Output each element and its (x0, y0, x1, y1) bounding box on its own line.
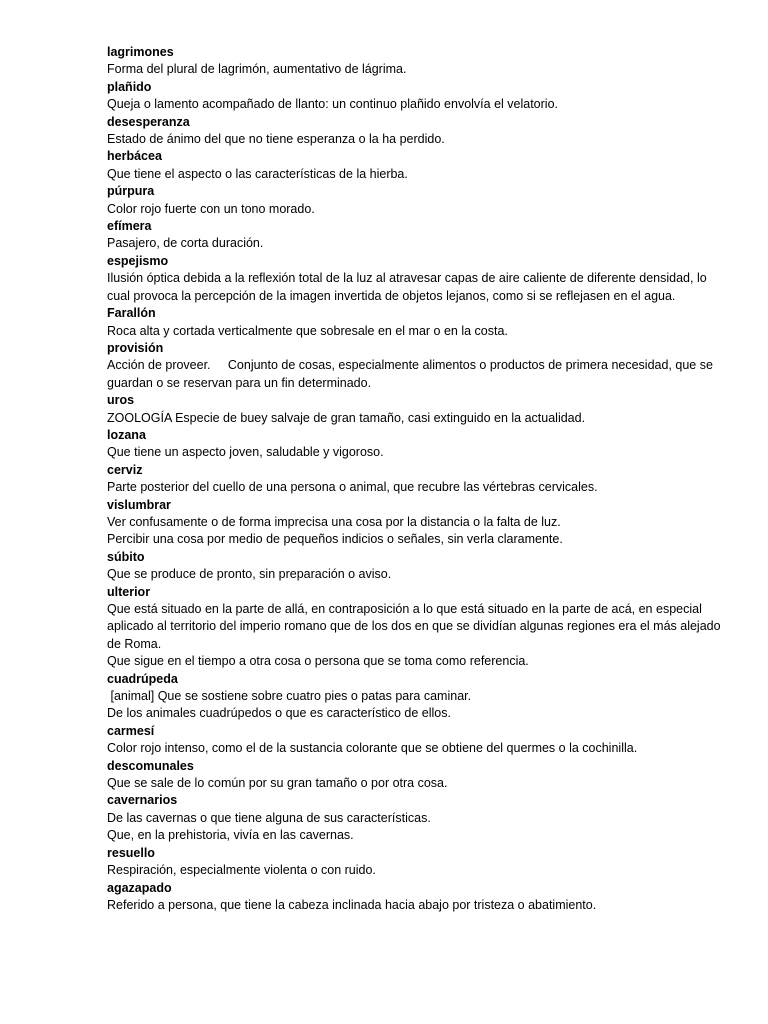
entry-definition: Que se sale de lo común por su gran tamaño o por otra cosa. (107, 776, 448, 791)
entry-definition: Color rojo intenso, como el de la sustancia colorante que se obtiene del quermes o la cochinilla. (107, 741, 638, 756)
entry-definition: Que sigue en el tiempo a otra cosa o persona que se toma como referencia. (107, 654, 529, 669)
entry-definition: Ilusión óptica debida a la reflexión total de la luz al atravesar capas de aire caliente de diferente densidad, lo (107, 271, 707, 286)
glossary-entry (107, 671, 732, 723)
glossary-entry (107, 758, 732, 793)
entry-term: carmesí (107, 723, 155, 738)
entry-term: cuadrúpeda (107, 671, 178, 686)
glossary-entry (107, 44, 732, 79)
entry-definition: Color rojo fuerte con un tono morado. (107, 201, 315, 216)
glossary-entry (107, 584, 732, 671)
glossary-entry (107, 340, 732, 392)
entry-definition: ZOOLOGÍA Especie de buey salvaje de gran tamaño, casi extinguido en la actualidad. (107, 410, 586, 425)
entry-definition: [animal] Que se sostiene sobre cuatro pies o patas para caminar. (107, 689, 472, 704)
entry-definition: Estado de ánimo del que no tiene esperanza o la ha perdido. (107, 132, 445, 147)
entry-definition: Forma del plural de lagrimón, aumentativo de lágrima. (107, 62, 407, 77)
glossary-list (107, 44, 732, 914)
entry-term: lagrimones (107, 45, 174, 59)
entry-term: espejismo (107, 253, 169, 268)
glossary-entry (107, 148, 732, 183)
glossary-entry (107, 845, 732, 880)
entry-definition: Pasajero, de corta duración. (107, 236, 264, 251)
entry-term: descomunales (107, 758, 194, 773)
entry-definition: de Roma. (107, 636, 162, 651)
entry-term: resuello (107, 845, 155, 860)
entry-term: plañido (107, 79, 152, 94)
glossary-entry (107, 462, 732, 497)
entry-term: ulterior (107, 584, 151, 599)
glossary-entry (107, 114, 732, 149)
entry-definition: Que tiene un aspecto joven, saludable y vigoroso. (107, 445, 384, 460)
entry-definition: Que está situado en la parte de allá, en contraposición a lo que está situado en la parte de acá, en especial (107, 602, 702, 616)
entry-definition: Ver confusamente o de forma imprecisa una cosa por la distancia o la falta de luz. (107, 514, 561, 529)
glossary-entry (107, 79, 732, 114)
glossary-entry (107, 183, 732, 218)
glossary-entry (107, 880, 732, 915)
entry-term: púrpura (107, 184, 155, 199)
glossary-entry (107, 427, 732, 462)
entry-definition: Percibir una cosa por medio de pequeños indicios o señales, sin verla claramente. (107, 532, 563, 547)
entry-term: cerviz (107, 462, 143, 477)
entry-definition: Que tiene el aspecto o las características de la hierba. (107, 166, 408, 181)
entry-definition: cual provoca la percepción de la imagen invertida de objetos lejanos, como si se reflejasen en el agua. (107, 288, 676, 303)
entry-definition: Queja o lamento acompañado de llanto: un continuo plañido envolvía el velatorio. (107, 97, 559, 112)
entry-term: agazapado (107, 880, 172, 895)
entry-term: efímera (107, 219, 152, 234)
entry-term: vislumbrar (107, 497, 171, 512)
entry-definition: De las cavernas o que tiene alguna de sus características. (107, 810, 431, 825)
entry-definition: Respiración, especialmente violenta o con ruido. (107, 863, 376, 878)
glossary-entry (107, 253, 732, 305)
glossary-entry (107, 497, 732, 549)
glossary-entry (107, 549, 732, 584)
entry-term: lozana (107, 427, 146, 442)
glossary-entry (107, 392, 732, 427)
entry-definition: Que, en la prehistoria, vivía en las cavernas. (107, 828, 354, 843)
entry-definition: Acción de proveer. Conjunto de cosas, especialmente alimentos o productos de primera necesidad, que se (107, 358, 713, 373)
entry-definition: De los animales cuadrúpedos o que es característico de ellos. (107, 706, 451, 721)
entry-definition: Roca alta y cortada verticalmente que sobresale en el mar o en la costa. (107, 323, 508, 338)
glossary-entry (107, 305, 732, 340)
entry-term: uros (107, 393, 135, 408)
entry-definition: Parte posterior del cuello de una persona o animal, que recubre las vértebras cervicales. (107, 480, 598, 495)
entry-definition: guardan o se reservan para un fin determinado. (107, 375, 372, 390)
entry-term: súbito (107, 549, 145, 564)
entry-term: provisión (107, 340, 164, 355)
entry-term: cavernarios (107, 793, 178, 808)
entry-definition: aplicado al territorio del imperio romano que de los dos en que se dividían algunas regiones era el más alejado (107, 619, 721, 634)
entry-term: herbácea (107, 149, 162, 164)
entry-term: desesperanza (107, 114, 190, 129)
entry-definition: Que se produce de pronto, sin preparación o aviso. (107, 567, 392, 582)
glossary-entry (107, 723, 732, 758)
glossary-entry (107, 218, 732, 253)
entry-term: Farallón (107, 306, 156, 321)
entry-definition: Referido a persona, que tiene la cabeza inclinada hacia abajo por tristeza o abatimiento. (107, 897, 597, 912)
glossary-entry (107, 792, 732, 844)
